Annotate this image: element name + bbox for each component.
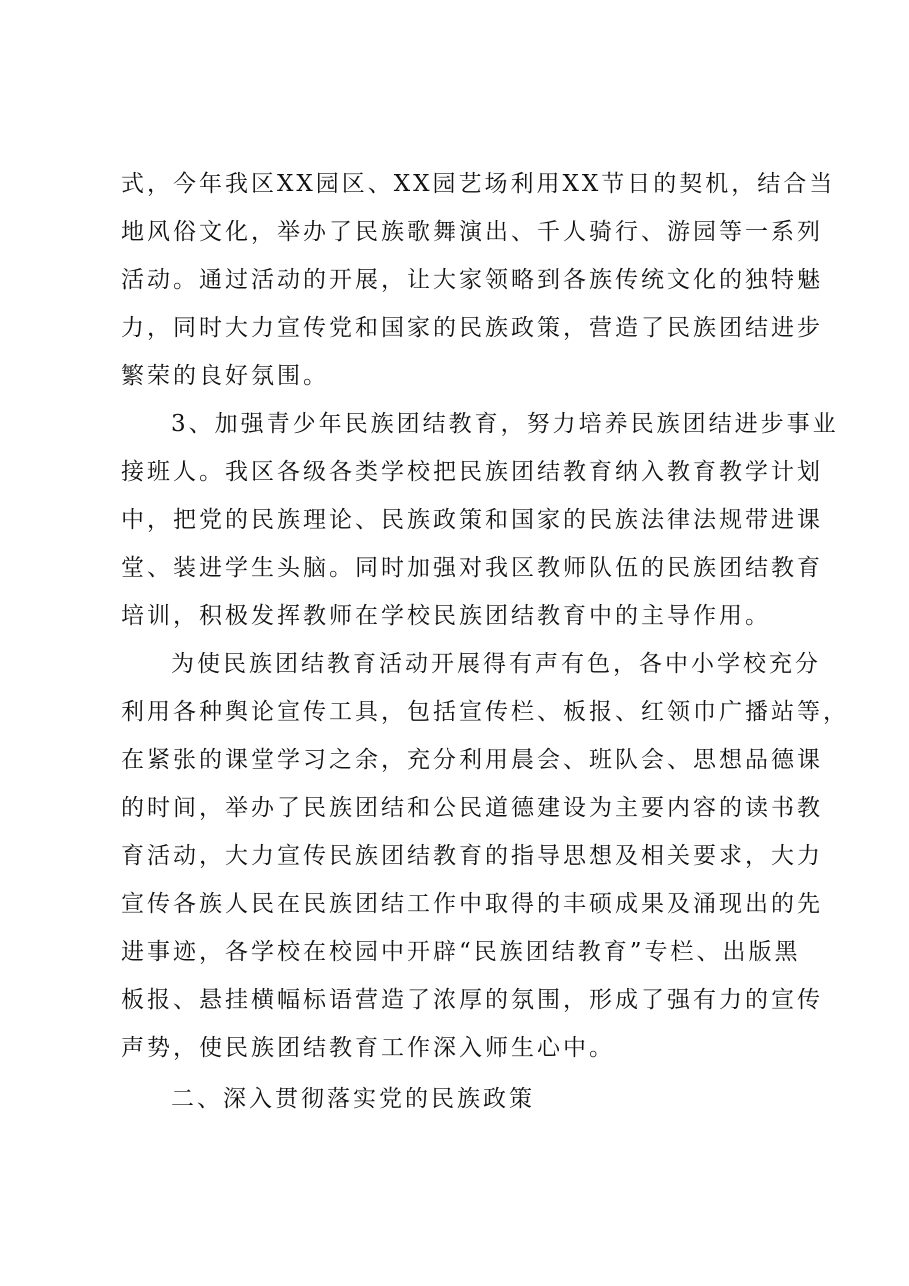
text-line: 宣传各族人民在民族团结工作中取得的丰硕成果及涌现出的先 xyxy=(121,891,823,917)
text-line: 利用各种舆论宣传工具，包括宣传栏、板报、红领巾广播站等， xyxy=(121,699,849,725)
text-line: 育活动，大力宣传民族团结教育的指导思想及相关要求，大力 xyxy=(121,843,823,869)
text-line: 的时间，举办了民族团结和公民道德建设为主要内容的读书教 xyxy=(121,795,823,821)
paragraph-festival-activities xyxy=(121,160,836,400)
text-line: 进事迹，各学校在校园中开辟“民族团结教育”专栏、出版黑 xyxy=(121,939,801,965)
text-line: 为使民族团结教育活动开展得有声有色，各中小学校充分 xyxy=(171,651,821,677)
text-line: 力，同时大力宣传党和国家的民族政策，营造了民族团结进步 xyxy=(121,315,823,341)
text-line: 繁荣的良好氛围。 xyxy=(121,363,329,389)
text-line: 培训，积极发挥教师在学校民族团结教育中的主导作用。 xyxy=(121,603,771,629)
text-line: 地风俗文化，举办了民族歌舞演出、千人骑行、游园等一系列 xyxy=(121,219,823,245)
text-line: 中，把党的民族理论、民族政策和国家的民族法律法规带进课 xyxy=(121,507,823,533)
paragraph-youth-education xyxy=(121,400,839,640)
text-line: 堂、装进学生头脑。同时加强对我区教师队伍的民族团结教育 xyxy=(121,555,823,581)
text-line: 声势，使民族团结教育工作深入师生心中。 xyxy=(121,1035,615,1061)
text-line: 式，今年我区XX园区、XX园艺场利用XX节日的契机，结合当 xyxy=(121,171,836,197)
section-heading: 二、深入贯彻落实党的民族政策 xyxy=(171,1086,535,1112)
text-line: 在紧张的课堂学习之余，充分利用晨会、班队会、思想品德课 xyxy=(121,747,823,773)
text-line: 板报、悬挂横幅标语营造了浓厚的氛围，形成了强有力的宣传 xyxy=(121,987,823,1013)
paragraph-school-publicity xyxy=(121,640,849,1072)
text-line: 活动。通过活动的开展，让大家领略到各族传统文化的独特魅 xyxy=(121,267,823,293)
text-line: 3、加强青少年民族团结教育，努力培养民族团结进步事业 xyxy=(171,411,839,437)
text-line: 接班人。我区各级各类学校把民族团结教育纳入教育教学计划 xyxy=(121,459,823,485)
